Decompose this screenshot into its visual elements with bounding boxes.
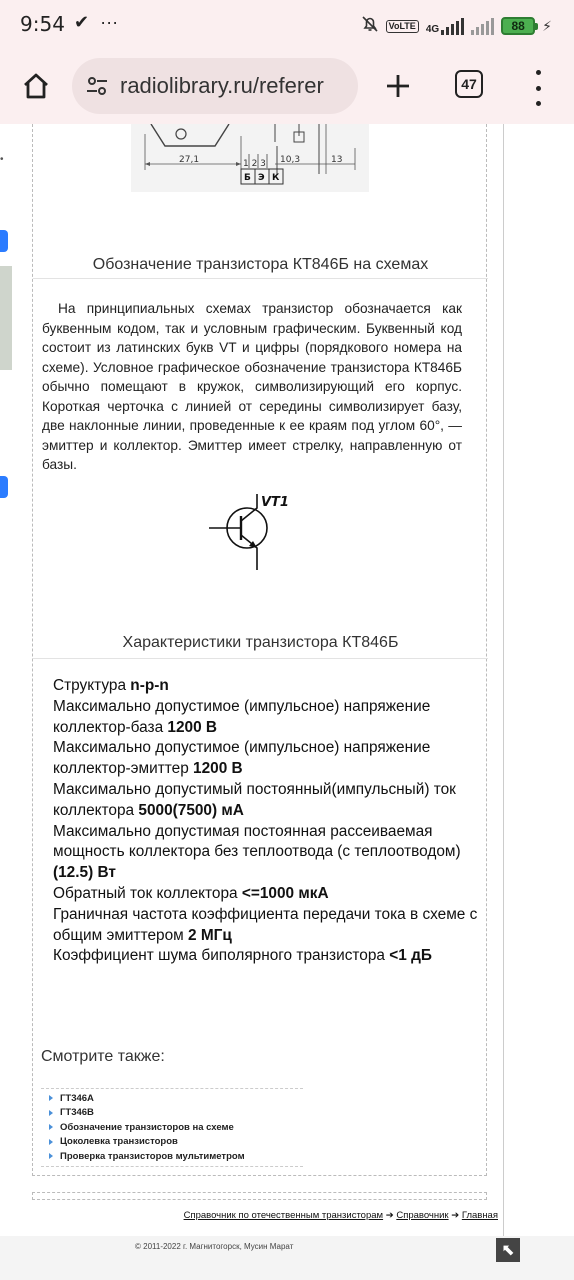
spec-vcb: Максимально допустимое (импульсное) напряжение коллектор-база 1200 В	[53, 697, 431, 736]
see-also-link[interactable]: Цоколевка транзисторов	[41, 1135, 303, 1150]
spec-vce: Максимально допустимое (импульсное) напряжение коллектор-эмиттер 1200 В	[53, 739, 431, 778]
left-button-fragment[interactable]	[0, 476, 8, 498]
see-also-link[interactable]: ГТ346В	[41, 1106, 303, 1121]
spec-ic: Максимально допустимый постоянный(импульсный) ток коллектора 5000(7500) мА	[53, 780, 456, 819]
new-tab-button[interactable]	[378, 64, 418, 108]
breadcrumb	[184, 1210, 498, 1221]
volte-icon: VoLTE	[386, 20, 419, 33]
left-button-fragment[interactable]	[0, 230, 8, 252]
status-bar	[0, 0, 574, 52]
drawing-pins: 1 2 3	[243, 159, 266, 169]
menu-dot	[536, 70, 541, 75]
bullet-arrow-icon	[49, 1110, 53, 1116]
description-paragraph: На принципиальных схемах транзистор обозначается как буквенным кодом, так и условным графическим. Буквенный код состоит из латинских букв VT и цифры (порядкового номера на схеме). Условное графическое обозначение транзистора КТ846Б обычно помещают в кружок, символизирующий его корпус. Короткая черточка с линией от середины символизирует базу, две наклонные линии, проведенные к ее краям под углом 60°, — эмиттер и коллектор. Эмиттер имеет стрелку, направленную от базы.	[42, 301, 462, 472]
arrow-up-left-icon: ⬉	[501, 1242, 515, 1259]
see-also-link[interactable]: ГТ346А	[41, 1091, 303, 1106]
home-button[interactable]	[14, 64, 58, 108]
web-page[interactable]	[0, 124, 574, 1280]
bullet-arrow-icon	[49, 1095, 53, 1101]
package-drawing	[131, 124, 369, 192]
notification-icons	[74, 12, 118, 33]
home-icon	[21, 71, 51, 101]
drawing-dim3: 13	[331, 155, 343, 165]
see-also-link[interactable]: Проверка транзисторов мультиметром	[41, 1149, 303, 1164]
page-right-border	[503, 124, 504, 1244]
battery-icon: 88	[501, 17, 535, 35]
mute-icon	[361, 15, 379, 38]
divider	[33, 658, 488, 659]
bullet-arrow-icon	[49, 1153, 53, 1159]
bullet-arrow-icon	[49, 1124, 53, 1130]
more-menu-button[interactable]	[526, 68, 550, 108]
transistor-symbol	[203, 488, 303, 573]
article	[32, 124, 487, 1176]
copyright-text: © 2011-2022 г. Магнитогорск, Мусин Марат	[135, 1242, 294, 1251]
breadcrumb-home[interactable]: Главная	[461, 1210, 498, 1221]
drawing-dim1: 27,1	[179, 155, 200, 165]
plus-icon	[385, 73, 411, 99]
pin-letter-b: Б	[244, 173, 251, 183]
signal-icon	[441, 17, 464, 35]
charging-icon: ⚡	[542, 17, 552, 34]
check-icon: ✔	[74, 12, 90, 32]
spec-power: Максимально допустимая постоянная рассеиваемая мощность коллектора без теплоотвода (с теплоотводом) (12.5) Вт	[53, 822, 461, 882]
spec-icbo: Обратный ток коллектора <=1000 мкА	[53, 884, 329, 902]
see-also-link[interactable]: Обозначение транзисторов на схеме	[41, 1120, 303, 1135]
network-type: 4G	[426, 17, 464, 35]
see-also-list	[41, 1088, 303, 1167]
left-edge: •	[0, 124, 14, 1244]
bullet-arrow-icon	[49, 1139, 53, 1145]
arrow-right-icon: ➔	[451, 1210, 462, 1221]
symbol-label: VT1	[261, 495, 289, 510]
see-also-title: Смотрите также:	[41, 1048, 165, 1065]
divider	[33, 278, 488, 279]
breadcrumb-reference[interactable]: Справочник по отечественным транзисторам	[183, 1210, 384, 1221]
drawing-dim2: 10,3	[280, 155, 301, 165]
signal-2-icon	[471, 17, 494, 35]
specs-list	[53, 676, 483, 967]
arrow-right-icon: ➔	[385, 1210, 397, 1221]
address-bar[interactable]	[72, 58, 358, 114]
site-settings-icon[interactable]	[84, 73, 110, 99]
breadcrumb-directory[interactable]: Справочник	[396, 1210, 449, 1221]
more-icon: ···	[100, 12, 119, 32]
spec-noise: Коэффициент шума биполярного транзистора <1 дБ	[53, 947, 432, 965]
browser-toolbar	[0, 52, 574, 124]
specs-title: Характеристики транзистора КТ846Б	[122, 634, 399, 651]
footer-box	[32, 1192, 487, 1200]
url-text[interactable]: radiolibrary.ru/referer	[120, 73, 324, 98]
status-time: 9:54	[20, 12, 65, 36]
left-image-fragment	[0, 266, 12, 370]
status-right-icons	[361, 14, 552, 38]
designation-title: Обозначение транзистора КТ846Б на схемах	[92, 256, 429, 273]
menu-dot	[536, 101, 541, 106]
scroll-up-button[interactable]	[496, 1238, 520, 1262]
spec-freq: Граничная частота коэффициента передачи тока в схеме с общим эмиттером 2 МГц	[53, 905, 478, 944]
pin-letter-k: К	[272, 173, 280, 183]
menu-dot	[536, 86, 541, 91]
pin-letter-e: Э	[258, 173, 265, 183]
tab-switcher-button[interactable]: 47	[455, 70, 483, 98]
spec-structure: Структура n-p-n	[53, 677, 169, 694]
